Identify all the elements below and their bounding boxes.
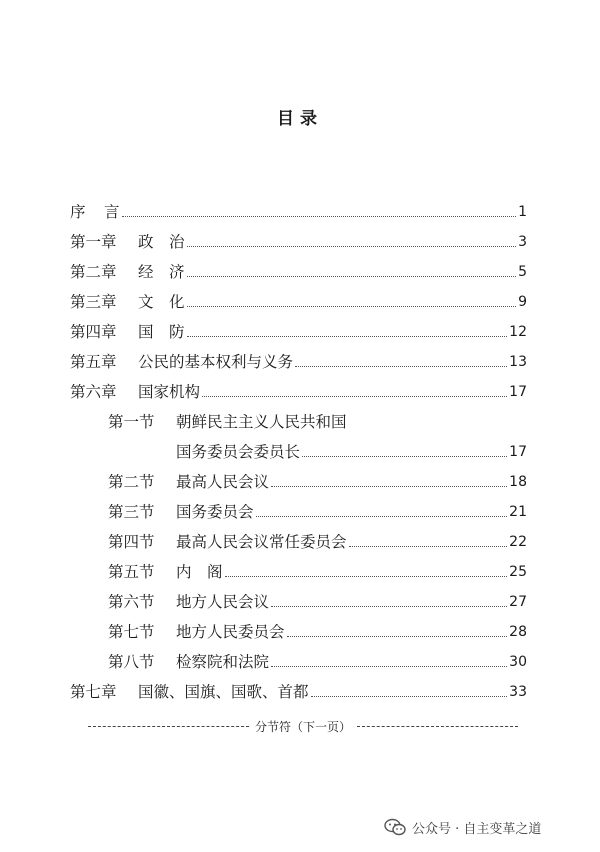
toc-entry[interactable] [70,252,527,282]
toc-page-number: 5 [518,264,527,280]
toc-page-number: 30 [509,654,527,670]
toc-entry[interactable] [108,612,527,642]
toc-entry-prefix: 第四章 [70,323,117,341]
toc-entry-prefix: 第二章 [70,263,117,281]
toc-page-number: 13 [509,354,527,370]
toc-entry-prefix: 第一节 [108,413,155,431]
toc-entry-label [108,472,269,492]
toc-entry-label [70,202,120,222]
toc-entry-label [70,682,309,702]
toc-dot-leader [202,396,507,397]
toc-entry[interactable] [70,282,527,312]
page-title: 目录 [277,109,323,129]
toc-entry[interactable] [108,642,527,672]
toc-entry-title: 最高人民会议 [176,473,270,491]
toc-entry-prefix: 第八节 [108,653,155,671]
toc-page-number: 12 [509,324,527,340]
section-break-label: 分节符（下一页） [255,719,352,734]
toc-entry-title: 公民的基本权利与义务 [138,353,294,371]
toc-dot-leader [311,696,508,697]
toc-dot-leader [271,606,507,607]
toc-entry-label [108,562,223,582]
toc-dot-leader [349,546,508,547]
toc-page-number: 9 [518,294,527,310]
toc-entry-label [70,322,185,342]
section-break-line-right [357,726,518,727]
toc-entry-title: 言 [104,203,120,221]
toc-entry-title: 国徽、国旗、国歌、首都 [138,683,309,701]
toc-entry-label [108,622,285,642]
toc-entry[interactable] [108,462,527,492]
toc-entry[interactable] [70,342,527,372]
toc-entry-title: 最高人民会议常任委员会 [176,533,347,551]
toc-dot-leader [187,246,517,247]
section-break-line-left [88,726,249,727]
toc-entry-title: 检察院和法院 [176,653,270,671]
toc-page-number: 27 [509,594,527,610]
toc-page-number: 25 [509,564,527,580]
toc-dot-leader [287,636,508,637]
toc-entry-prefix: 第五节 [108,563,155,581]
toc-entry-title: 文 化 [138,293,185,311]
toc-dot-leader [302,456,507,457]
toc-entry[interactable] [70,672,527,702]
toc-dot-leader [122,216,517,217]
toc-entry-label [70,232,185,252]
toc-entry-label [70,352,293,372]
toc-entry[interactable] [108,552,527,582]
toc-entry-label [70,262,185,282]
toc-entry-title: 经 济 [138,263,185,281]
toc-entry-prefix: 序 [70,203,86,221]
toc-entry[interactable] [70,312,527,342]
toc-entry-label [70,292,185,312]
toc-entry-prefix: 第三节 [108,503,155,521]
toc-entry-prefix: 第三章 [70,293,117,311]
wechat-icon [384,818,406,836]
toc-dot-leader [187,276,517,277]
toc-page-number: 21 [509,504,527,520]
toc-entry-prefix: 第六章 [70,383,117,401]
toc-entry-label [108,652,269,672]
toc-dot-leader [225,576,508,577]
toc-entry[interactable] [108,582,527,612]
toc-page-number: 33 [509,684,527,700]
toc-entry-title: 地方人民会议 [176,593,270,611]
toc-dot-leader [256,516,508,517]
toc-entry-prefix: 第六节 [108,593,155,611]
toc-dot-leader [271,666,507,667]
section-break [88,716,518,736]
toc-entry-prefix: 第二节 [108,473,155,491]
toc-entry[interactable] [108,492,527,522]
toc-dot-leader [187,336,508,337]
toc-entry-title: 内 阁 [176,563,223,581]
toc-page-number: 17 [509,384,527,400]
toc-entry-label [70,382,200,402]
toc-page-number: 22 [509,534,527,550]
toc-page-number: 17 [509,444,527,460]
toc-entry[interactable] [70,222,527,252]
toc-page-number: 28 [509,624,527,640]
toc-dot-leader [295,366,507,367]
toc-page-number: 3 [518,234,527,250]
toc-entry-prefix: 第一章 [70,233,117,251]
toc-entry-title: 国 防 [138,323,185,341]
toc-entry-label [108,412,347,432]
toc-page-number: 18 [509,474,527,490]
toc-entry-title: 国务委员会 [176,503,254,521]
watermark [384,816,541,838]
toc-entry-prefix: 第四节 [108,533,155,551]
toc-entry-title: 地方人民委员会 [176,623,285,641]
watermark-text: 公众号 · 自主变革之道 [412,821,542,837]
toc-entry-prefix: 第五章 [70,353,117,371]
toc-entry-prefix: 第七节 [108,623,155,641]
toc-entry[interactable] [108,522,527,552]
toc-entry[interactable] [70,192,527,222]
toc-entry-title: 国家机构 [138,383,201,401]
toc-entry-label [108,592,269,612]
toc-entry-title-continued: 国务委员会委员长 [176,443,301,461]
toc-entry[interactable] [70,372,527,402]
toc-entry-label [108,532,347,552]
toc-dot-leader [187,306,517,307]
toc-entry-prefix: 第七章 [70,683,117,701]
toc-entry[interactable] [176,432,527,462]
toc-entry-title: 朝鲜民主主义人民共和国 [176,413,347,431]
toc-page-number: 1 [518,204,527,220]
toc-dot-leader [271,486,507,487]
toc-entry-line1[interactable] [108,402,527,432]
toc-entry-title: 政 治 [138,233,185,251]
toc-entry-label [108,502,254,522]
